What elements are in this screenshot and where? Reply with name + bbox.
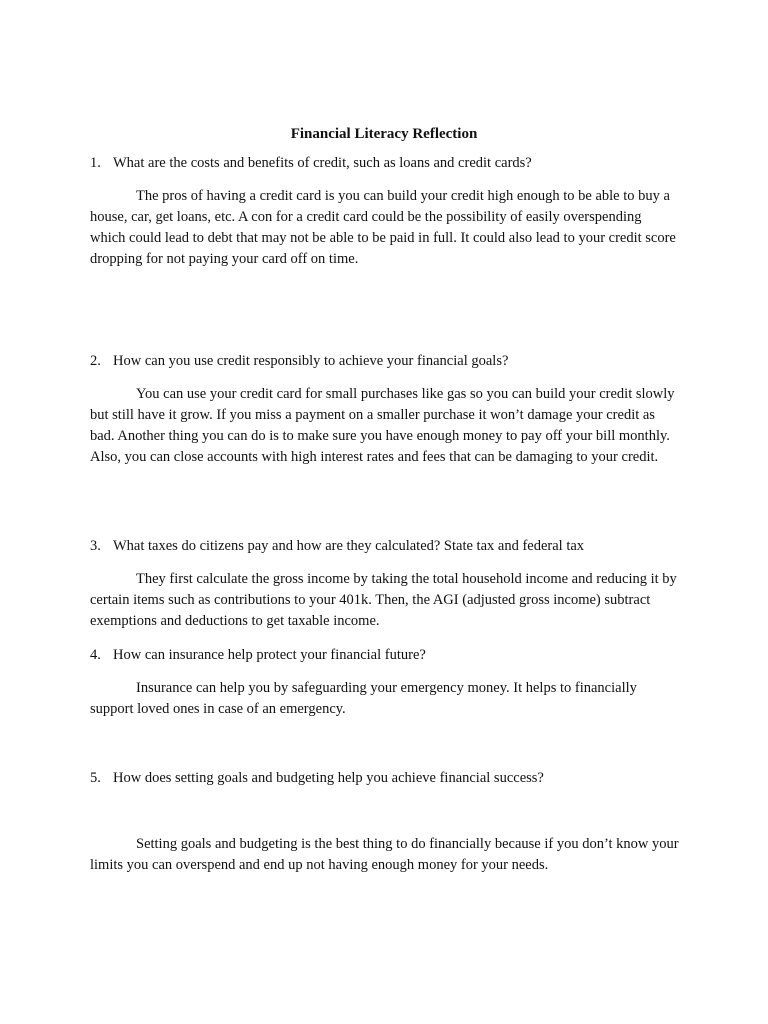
question-1 bbox=[90, 154, 532, 172]
answer-2: You can use your credit card for small purchases like gas so you can build your credit slowly but still have it grow. If you miss a payment on a smaller purchase it won’t damage your credit as bad. Another thing you can do is to make sure you have enough money to pay off your bill monthly. Also, you can close accounts with high interest rates and fees that can be damaging to your credit. bbox=[90, 386, 675, 465]
question-number: 5. bbox=[90, 770, 101, 786]
question-text: How can insurance help protect your financial future? bbox=[113, 647, 426, 663]
question-text: What are the costs and benefits of credit, such as loans and credit cards? bbox=[113, 155, 532, 171]
question-4 bbox=[90, 646, 426, 664]
question-text: What taxes do citizens pay and how are they calculated? State tax and federal tax bbox=[113, 538, 585, 554]
answer-1: The pros of having a credit card is you can build your credit high enough to be able to buy a house, car, get loans, etc. A con for a credit card could be the possibility of easily overspending which could lead to debt that may not be able to be paid in full. It could also lead to your credit score dropping for not paying your card off on time. bbox=[90, 188, 676, 267]
question-number: 3. bbox=[90, 538, 101, 554]
question-number: 2. bbox=[90, 353, 101, 369]
answer-3: They first calculate the gross income by taking the total household income and reducing it by certain items such as contributions to your 401k. Then, the AGI (adjusted gross income) subtract exemptions and deductions to get taxable income. bbox=[90, 571, 677, 629]
answer-5: Setting goals and budgeting is the best thing to do financially because if you don’t know your limits you can overspend and end up not having enough money for your needs. bbox=[90, 836, 679, 873]
question-5 bbox=[90, 769, 544, 787]
question-2 bbox=[90, 352, 508, 370]
answer-4: Insurance can help you by safeguarding your emergency money. It helps to financially support loved ones in case of an emergency. bbox=[90, 680, 637, 717]
question-text: How does setting goals and budgeting help you achieve financial success? bbox=[113, 770, 544, 786]
question-number: 4. bbox=[90, 647, 101, 663]
question-3 bbox=[90, 537, 584, 555]
document-title: Financial Literacy Reflection bbox=[290, 126, 478, 142]
question-text: How can you use credit responsibly to achieve your financial goals? bbox=[113, 353, 509, 369]
question-number: 1. bbox=[90, 155, 101, 171]
